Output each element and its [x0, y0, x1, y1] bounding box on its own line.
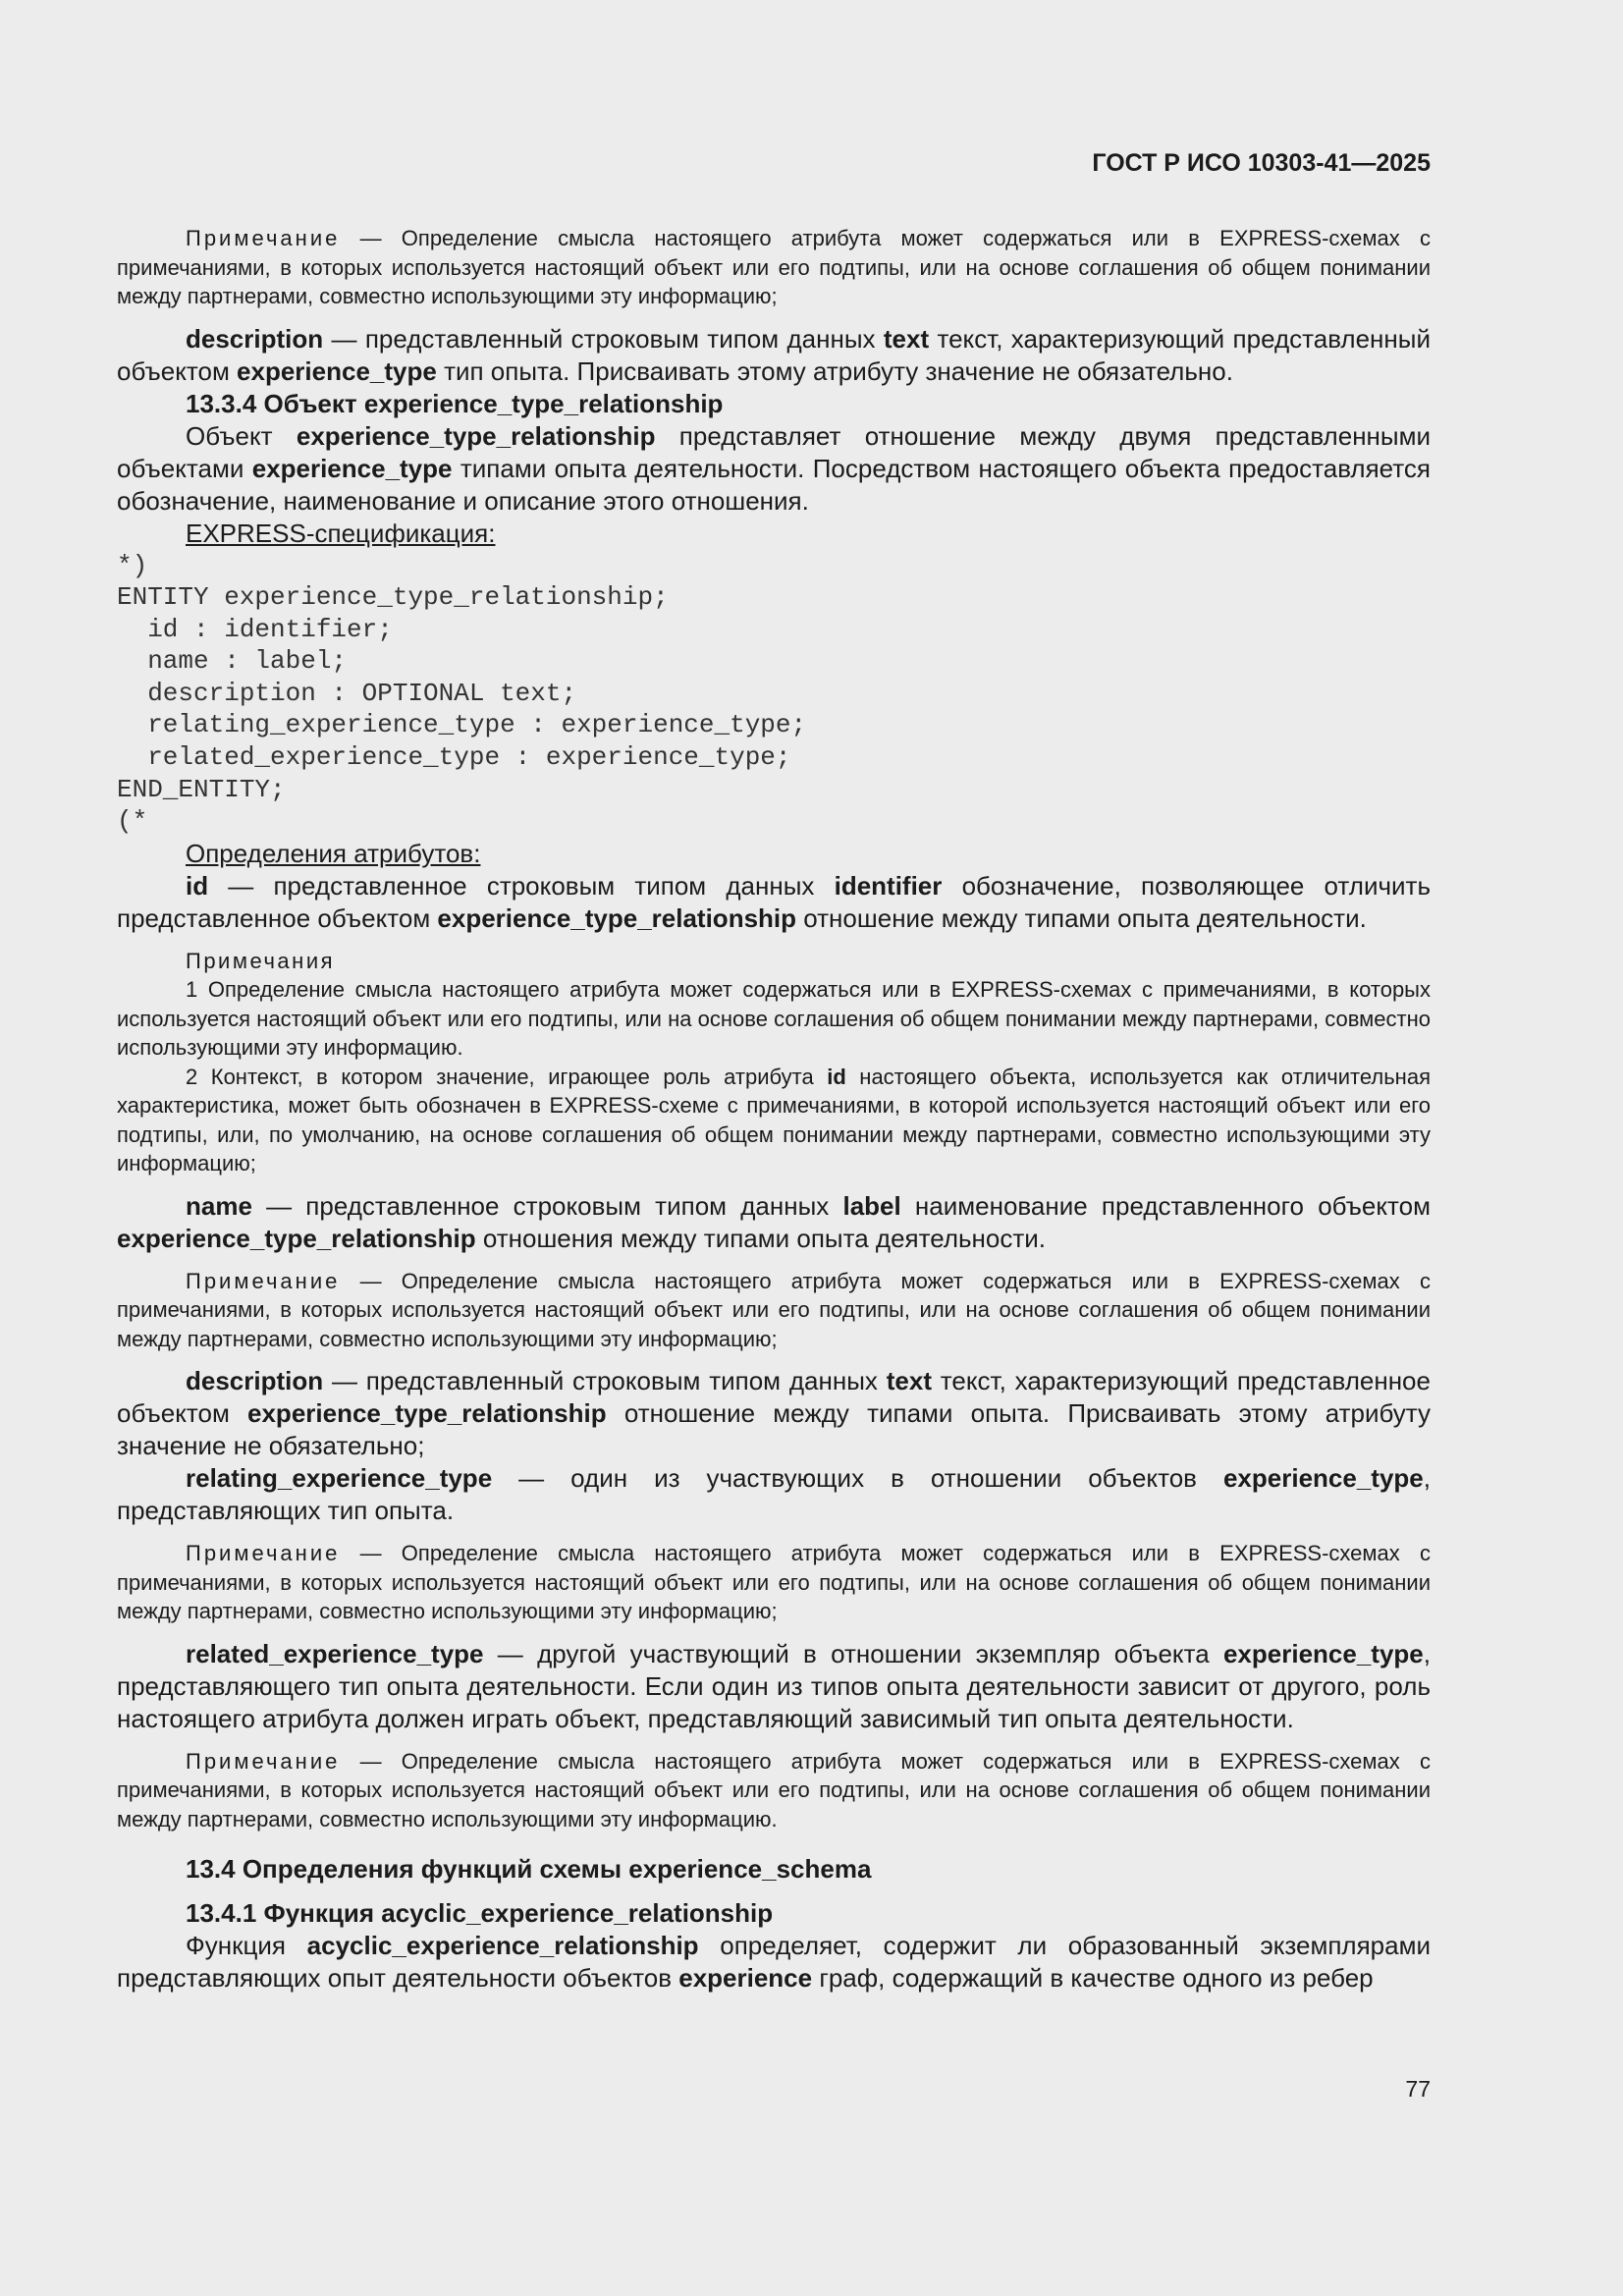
note: Примечание — Определение смысла настоящего атрибута может содержаться или в EXPRESS-схемах с примечаниями, в которых используется настоящий объект или его подтипы, или на основе соглашения об общем понимании между партнерами, совместно использующими эту информацию; — [117, 226, 1431, 308]
paragraph-related: related_experience_type — другой участвующий в отношении экземпляр объекта experience_type, представляющего тип опыта деятельности. Если один из типов опыта деятельности зависит от другого, роль настоящего атрибута должен играть объект, представляющий зависимый тип опыта деятельности. — [117, 1638, 1431, 1733]
express-code-block: *) ENTITY experience_type_relationship; id : identifier; name : label; description : OPTIONAL text; relating_experience_type : experience_type; related_experience_type : experience_type; END_ENTITY; (* — [117, 550, 807, 837]
express-spec-label: EXPRESS-спецификация: — [186, 518, 496, 548]
paragraph-id: id — представленное строковым типом данных identifier обозначение, позволяющее отличить представленное объектом experience_type_relationship отношение между типами опыта деятельности. — [117, 870, 1431, 933]
section-heading-13-4-1: 13.4.1 Функция acyclic_experience_relationship — [186, 1898, 774, 1929]
note: Примечание — Определение смысла настоящего атрибута может содержаться или в EXPRESS-схемах с примечаниями, в которых используется настоящий объект или его подтипы, или на основе соглашения об общем понимании между партнерами, совместно использующими эту информацию; — [117, 1268, 1431, 1351]
document-header: ГОСТ Р ИСО 10303-41—2025 — [1092, 149, 1431, 177]
paragraph-description: description — представленный строковым типом данных text текст, характеризующий представленный объектом experience_type тип опыта. Присваивать этому атрибуту значение не обязательно. — [117, 323, 1431, 386]
page-number: 77 — [1405, 2076, 1431, 2102]
section-heading-13-3-4: 13.3.4 Объект experience_type_relationship — [186, 388, 724, 418]
paragraph-relating: relating_experience_type — один из участвующих в отношении объектов experience_type, представляющих тип опыта. — [117, 1463, 1431, 1526]
notes-label: Примечания — [186, 948, 336, 973]
paragraph-description-2: description — представленный строковым типом данных text текст, характеризующий представленное объектом experience_type_relationship отношение между типами опыта. Присваивать этому атрибуту значение не обязательно; — [117, 1366, 1431, 1461]
note: Примечание — Определение смысла настоящего атрибута может содержаться или в EXPRESS-схемах с примечаниями, в которых используется настоящий объект или его подтипы, или на основе соглашения об общем понимании между партнерами, совместно использующими эту информацию; — [117, 1541, 1431, 1624]
paragraph-function: Функция acyclic_experience_relationship определяет, содержит ли образованный экземплярами представляющих опыт деятельности объектов experience граф, содержащий в качестве одного из ребер — [117, 1931, 1431, 1994]
paragraph-entity-intro: Объект experience_type_relationship представляет отношение между двумя представленными объектами experience_type типами опыта деятельности. Посредством настоящего объекта предоставляется обозначение, наименование и описание этого отношения. — [117, 420, 1431, 516]
note-1: 1 Определение смысла настоящего атрибута может содержаться или в EXPRESS-схемах с примечаниями, в которых используется настоящий объект или его подтипы, или на основе соглашения об общем понимании между партнерами, совместно использующими эту информацию. — [117, 977, 1431, 1061]
page-content — [117, 224, 1431, 1995]
note: Примечание — Определение смысла настоящего атрибута может содержаться или в EXPRESS-схемах с примечаниями, в которых используется настоящий объект или его подтипы, или на основе соглашения об общем понимании между партнерами, совместно использующими эту информацию. — [117, 1748, 1431, 1831]
section-heading-13-4: 13.4 Определения функций схемы experience_schema — [186, 1854, 872, 1885]
paragraph-name: name — представленное строковым типом данных label наименование представленного объектом experience_type_relationship отношения между типами опыта деятельности. — [117, 1190, 1432, 1253]
attribute-definitions-label: Определения атрибутов: — [186, 838, 481, 868]
note-2: 2 Контекст, в котором значение, играющее роль атрибута id настоящего объекта, используется как отличительная характеристика, может быть обозначен в EXPRESS-схеме с примечаниями, в которой используется настоящий объект или его подтипы, или, по умолчанию, на основе соглашения об общем понимании между партнерами, совместно использующими эту информацию; — [117, 1064, 1431, 1176]
